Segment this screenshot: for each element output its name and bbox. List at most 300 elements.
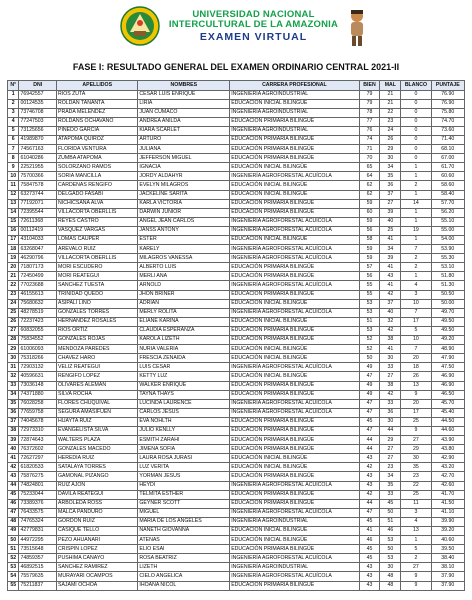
score-cell: 47.50 [431, 363, 464, 372]
surnames-cell: VILLACORTA OBERLLIS [57, 254, 138, 263]
results-table [7, 80, 465, 591]
career-cell: EDUCACIÓN PRIMARIA BILINGÜE [230, 199, 359, 208]
wrong-cell: 23 [380, 117, 401, 126]
table-row [8, 499, 465, 508]
blank-cell: 1 [401, 272, 431, 281]
blank-cell: 10 [401, 336, 431, 345]
score-cell: 53.10 [431, 263, 464, 272]
career-cell: EDUCACIÓN INICIAL BILINGÜE [230, 99, 359, 108]
surnames-cell: SORIA MANCILLA [57, 172, 138, 181]
correct-cell: 57 [359, 263, 380, 272]
table-row [8, 236, 465, 245]
blank-cell: 0 [401, 108, 431, 117]
row-number: 52 [8, 554, 19, 563]
row-number: 1 [8, 90, 19, 99]
names-cell: JEFFERSON MIGUEL [138, 154, 230, 163]
row-number: 17 [8, 236, 19, 245]
dni-cell: 46892515 [19, 563, 57, 572]
blank-cell: 27 [401, 436, 431, 445]
career-cell: INGENIERÍA AGROFORESTAL ACUÍCOLA [230, 245, 359, 254]
blank-cell: 9 [401, 581, 431, 590]
surnames-cell: DELGADO FASABI [57, 190, 138, 199]
names-cell: WALKER ENRIQUE [138, 381, 230, 390]
surnames-cell: CASIQUE TELLO [57, 527, 138, 536]
table-row [8, 172, 465, 181]
correct-cell: 79 [359, 90, 380, 99]
col-number-header: N° [8, 81, 19, 91]
wrong-cell: 27 [380, 445, 401, 454]
career-cell: EDUCACIÓN PRIMARIA BILINGÜE [230, 545, 359, 554]
score-cell: 46.90 [431, 381, 464, 390]
correct-cell: 65 [359, 163, 380, 172]
row-number: 20 [8, 263, 19, 272]
university-name [166, 10, 341, 30]
table-row [8, 217, 465, 226]
correct-cell: 74 [359, 135, 380, 144]
dni-cell: 75233044 [19, 490, 57, 499]
surnames-cell: SEGURA AMASIFUEN [57, 408, 138, 417]
score-cell: 74.70 [431, 117, 464, 126]
row-number: 24 [8, 299, 19, 308]
dni-cell: 75847578 [19, 181, 57, 190]
surnames-cell: VILLACORTA OBERLLIS [57, 208, 138, 217]
correct-cell: 60 [359, 208, 380, 217]
names-cell: ELIANE KARINA [138, 317, 230, 326]
career-cell: EDUCACIÓN PRIMARIA BILINGÜE [230, 436, 359, 445]
dni-cell: 76433575 [19, 508, 57, 517]
surnames-cell: GONZALES MACEDO [57, 445, 138, 454]
dni-cell: 73746708 [19, 108, 57, 117]
table-row [8, 436, 465, 445]
row-number: 44 [8, 481, 19, 490]
row-number: 22 [8, 281, 19, 290]
wrong-cell: 41 [380, 236, 401, 245]
table-row [8, 117, 465, 126]
career-cell: EDUCACIÓN INICIAL BILINGÜE [230, 372, 359, 381]
names-cell: NURIA VALERIA [138, 345, 230, 354]
surnames-cell: SAJAMI OCHOA [57, 581, 138, 590]
row-number: 33 [8, 381, 19, 390]
score-cell: 53.90 [431, 245, 464, 254]
table-row [8, 508, 465, 517]
blank-cell: 0 [401, 126, 431, 135]
score-cell: 48.90 [431, 345, 464, 354]
career-cell: EDUCACIÓN PRIMARIA BILINGÜE [230, 117, 359, 126]
table-row [8, 199, 465, 208]
score-cell: 45.40 [431, 408, 464, 417]
row-number: 7 [8, 145, 19, 154]
col-score-header: PUNTAJE [431, 81, 464, 91]
blank-cell: 3 [401, 508, 431, 517]
table-row [8, 545, 465, 554]
dni-cell: 76372602 [19, 445, 57, 454]
dni-cell: 74765324 [19, 517, 57, 526]
names-cell: MARIA DE LOS ANGELES [138, 517, 230, 526]
wrong-cell: 32 [380, 317, 401, 326]
table-row [8, 381, 465, 390]
row-number: 45 [8, 490, 19, 499]
career-cell: EDUCACIÓN PRIMARIA BILINGÜE [230, 499, 359, 508]
names-cell: ÁNGEL JEAN CARLOS [138, 217, 230, 226]
surnames-cell: FLORES CHUQUIVAL [57, 399, 138, 408]
table-row [8, 326, 465, 335]
surnames-cell: ROLDAN TANANTA [57, 99, 138, 108]
correct-cell: 79 [359, 99, 380, 108]
surnames-cell: VELIZ REATEGUI [57, 363, 138, 372]
row-number: 11 [8, 181, 19, 190]
row-number: 48 [8, 517, 19, 526]
table-row [8, 245, 465, 254]
career-cell: INGENIERÍA AGROFORESTAL ACUÍCOLA [230, 308, 359, 317]
names-cell: CESAR LUIS ENRIQUE [138, 90, 230, 99]
names-cell: JIMENA SOFIA [138, 445, 230, 454]
wrong-cell: 42 [380, 290, 401, 299]
surnames-cell: ARBOLEDA ROSS [57, 499, 138, 508]
score-cell: 67.00 [431, 154, 464, 163]
score-cell: 76.90 [431, 99, 464, 108]
career-cell: INGENIERÍA AGROFORESTAL ACUÍCOLA [230, 481, 359, 490]
correct-cell: 44 [359, 445, 380, 454]
names-cell: HEYDI [138, 481, 230, 490]
correct-cell: 42 [359, 463, 380, 472]
wrong-cell: 41 [380, 345, 401, 354]
row-number: 19 [8, 254, 19, 263]
surnames-cell: HERNANDEZ ROSALES [57, 317, 138, 326]
wrong-cell: 36 [380, 181, 401, 190]
row-number: 14 [8, 208, 19, 217]
score-cell: 51.80 [431, 272, 464, 281]
wrong-cell: 30 [380, 354, 401, 363]
results-table-wrapper [7, 80, 465, 591]
correct-cell: 44 [359, 436, 380, 445]
correct-cell: 71 [359, 145, 380, 154]
dni-cell: 73036148 [19, 381, 57, 390]
blank-cell: 26 [401, 372, 431, 381]
career-cell: EDUCACIÓN INICIAL BILINGÜE [230, 527, 359, 536]
dni-cell: 73389376 [19, 499, 57, 508]
blank-cell: 2 [401, 181, 431, 190]
table-row [8, 554, 465, 563]
dni-cell: 74824801 [19, 481, 57, 490]
surnames-cell: WALTERS PLAZA [57, 436, 138, 445]
wrong-cell: 23 [380, 463, 401, 472]
blank-cell: 2 [401, 554, 431, 563]
surnames-cell: NICHICSANA ALVA [57, 199, 138, 208]
exam-title: EXAMEN VIRTUAL [199, 31, 308, 43]
names-cell: KAROLA LIZETH [138, 336, 230, 345]
career-cell: EDUCACIÓN PRIMARIA BILINGÜE [230, 336, 359, 345]
row-number: 49 [8, 527, 19, 536]
wrong-cell: 25 [380, 226, 401, 235]
score-cell: 58.60 [431, 181, 464, 190]
wrong-cell: 42 [380, 390, 401, 399]
correct-cell: 53 [359, 326, 380, 335]
wrong-cell: 38 [380, 381, 401, 390]
dni-cell: 61006093 [19, 345, 57, 354]
blank-cell: 17 [401, 317, 431, 326]
correct-cell: 42 [359, 490, 380, 499]
correct-cell: 43 [359, 581, 380, 590]
wrong-cell: 36 [380, 408, 401, 417]
table-header-row [8, 81, 465, 91]
dni-cell: 00112419 [19, 226, 57, 235]
score-cell: 43.80 [431, 445, 464, 454]
dni-cell: 77247503 [19, 117, 57, 126]
surnames-cell: LOMAS CAUPER [57, 236, 138, 245]
surnames-cell: MORI ESCUDERO [57, 263, 138, 272]
row-number: 23 [8, 290, 19, 299]
blank-cell: 5 [401, 326, 431, 335]
surnames-cell: HEREDIA RUIZ [57, 454, 138, 463]
dni-cell: 75318266 [19, 354, 57, 363]
table-row [8, 181, 465, 190]
blank-cell: 13 [401, 381, 431, 390]
score-cell: 49.50 [431, 317, 464, 326]
row-number: 15 [8, 217, 19, 226]
blank-cell: 5 [401, 545, 431, 554]
dni-cell: 63273744 [19, 190, 57, 199]
table-row [8, 281, 465, 290]
blank-cell: 0 [401, 145, 431, 154]
wrong-cell: 27 [380, 199, 401, 208]
dni-cell: 46155613 [19, 290, 57, 299]
surnames-cell: FLORIDA VENTURA [57, 145, 138, 154]
score-cell: 73.60 [431, 126, 464, 135]
row-number: 25 [8, 308, 19, 317]
wrong-cell: 40 [380, 217, 401, 226]
surnames-cell: SATALAYA TORRES [57, 463, 138, 472]
table-row [8, 417, 465, 426]
correct-cell: 49 [359, 390, 380, 399]
wrong-cell: 45 [380, 499, 401, 508]
score-cell: 58.40 [431, 190, 464, 199]
names-cell: JUAN CUMACO [138, 108, 230, 117]
row-number: 9 [8, 163, 19, 172]
wrong-cell: 53 [380, 554, 401, 563]
score-cell: 38.40 [431, 554, 464, 563]
wrong-cell: 30 [380, 563, 401, 572]
score-cell: 56.20 [431, 208, 464, 217]
table-row [8, 308, 465, 317]
blank-cell: 14 [401, 199, 431, 208]
score-cell: 55.30 [431, 254, 464, 263]
row-number: 27 [8, 326, 19, 335]
correct-cell: 49 [359, 381, 380, 390]
col-wrong-header: MAL [380, 81, 401, 91]
dni-cell: 74045678 [19, 417, 57, 426]
names-cell: LIZETH [138, 563, 230, 572]
surnames-cell: ZUMBA ATAPOMA [57, 154, 138, 163]
row-number: 12 [8, 190, 19, 199]
score-cell: 75.80 [431, 108, 464, 117]
table-row [8, 272, 465, 281]
row-number: 28 [8, 336, 19, 345]
blank-cell: 17 [401, 408, 431, 417]
dni-cell: 72450499 [19, 272, 57, 281]
wrong-cell: 30 [380, 417, 401, 426]
wrong-cell: 35 [380, 481, 401, 490]
score-cell: 42.70 [431, 472, 464, 481]
wrong-cell: 46 [380, 527, 401, 536]
score-cell: 39.20 [431, 527, 464, 536]
wrong-cell: 51 [380, 517, 401, 526]
wrong-cell: 41 [380, 281, 401, 290]
wrong-cell: 33 [380, 399, 401, 408]
table-body [8, 90, 465, 590]
row-number: 46 [8, 499, 19, 508]
score-cell: 41.50 [431, 499, 464, 508]
names-cell: IHOANA NICOL [138, 581, 230, 590]
wrong-cell: 37 [380, 299, 401, 308]
correct-cell: 78 [359, 108, 380, 117]
row-number: 6 [8, 135, 19, 144]
score-cell: 37.90 [431, 581, 464, 590]
blank-cell: 25 [401, 490, 431, 499]
wrong-cell: 34 [380, 472, 401, 481]
blank-cell: 20 [401, 354, 431, 363]
career-cell: EDUCACIÓN PRIMARIA BILINGÜE [230, 490, 359, 499]
career-cell: EDUCACIÓN PRIMARIA BILINGÜE [230, 581, 359, 590]
surnames-cell: GAMONAL PIZANGO [57, 472, 138, 481]
surnames-cell: ATAPOMA QUIROZ [57, 135, 138, 144]
col-correct-header: BIEN [359, 81, 380, 91]
row-number: 31 [8, 363, 19, 372]
table-row [8, 517, 465, 526]
surnames-cell: OLIVARES ALEMAN [57, 381, 138, 390]
correct-cell: 50 [359, 354, 380, 363]
career-cell: INGENIERÍA AGROFORESTAL ACUÍCOLA [230, 554, 359, 563]
table-row [8, 581, 465, 590]
row-number: 21 [8, 272, 19, 281]
surnames-cell: TRINIDAD QUEDO [57, 290, 138, 299]
dni-cell: 73125656 [19, 126, 57, 135]
mascot-figure-icon [346, 8, 368, 48]
career-cell: EDUCACIÓN INICIAL BILINGÜE [230, 163, 359, 172]
names-cell: LUZ VERITA [138, 463, 230, 472]
dni-cell: 77023688 [19, 281, 57, 290]
row-number: 8 [8, 154, 19, 163]
wrong-cell: 42 [380, 326, 401, 335]
wrong-cell: 50 [380, 508, 401, 517]
blank-cell: 9 [401, 390, 431, 399]
blank-cell: 29 [401, 445, 431, 454]
score-cell: 46.90 [431, 372, 464, 381]
table-row [8, 572, 465, 581]
row-number: 55 [8, 581, 19, 590]
surnames-cell: GORDON RUIZ [57, 517, 138, 526]
table-row [8, 90, 465, 99]
table-row [8, 108, 465, 117]
dni-cell: 75876275 [19, 472, 57, 481]
surnames-cell: ASIPALI LINO [57, 299, 138, 308]
blank-cell: 10 [401, 299, 431, 308]
score-cell: 37.90 [431, 572, 464, 581]
blank-cell: 2 [401, 263, 431, 272]
career-cell: EDUCACIÓN PRIMARIA BILINGÜE [230, 472, 359, 481]
surnames-cell: MORI REATEGUI [57, 272, 138, 281]
table-row [8, 317, 465, 326]
correct-cell: 56 [359, 272, 380, 281]
wrong-cell: 30 [380, 154, 401, 163]
career-cell: EDUCACIÓN INICIAL BILINGÜE [230, 345, 359, 354]
blank-cell: 1 [401, 172, 431, 181]
career-cell: INGENIERÍA AGROFORESTAL ACUÍCOLA [230, 226, 359, 235]
wrong-cell: 39 [380, 254, 401, 263]
career-cell: EDUCACIÓN INICIAL BILINGÜE [230, 181, 359, 190]
wrong-cell: 34 [380, 163, 401, 172]
names-cell: JULIANA [138, 145, 230, 154]
career-cell: EDUCACIÓN INICIAL BILINGÜE [230, 354, 359, 363]
table-row [8, 99, 465, 108]
correct-cell: 76 [359, 126, 380, 135]
correct-cell: 56 [359, 226, 380, 235]
blank-cell: 23 [401, 472, 431, 481]
table-row [8, 426, 465, 435]
dni-cell: 72973310 [19, 426, 57, 435]
wrong-cell: 24 [380, 126, 401, 135]
score-cell: 44.60 [431, 426, 464, 435]
surnames-cell: GONZALES ROJAS [57, 336, 138, 345]
correct-cell: 52 [359, 336, 380, 345]
names-cell: GEYNER SCOTT [138, 499, 230, 508]
wrong-cell: 48 [380, 581, 401, 590]
correct-cell: 59 [359, 245, 380, 254]
table-row [8, 290, 465, 299]
names-cell: ESMITH ZARAHI [138, 436, 230, 445]
row-number: 39 [8, 436, 19, 445]
correct-cell: 47 [359, 399, 380, 408]
career-cell: INGENIERÍA AGROFORESTAL ACUÍCOLA [230, 572, 359, 581]
wrong-cell: 41 [380, 263, 401, 272]
names-cell: LIRIA [138, 99, 230, 108]
dni-cell: 72611368 [19, 217, 57, 226]
table-row [8, 145, 465, 154]
wrong-cell: 22 [380, 108, 401, 117]
blank-cell: 7 [401, 308, 431, 317]
names-cell: LAURA ROSA JURASI [138, 454, 230, 463]
wrong-cell: 33 [380, 363, 401, 372]
surnames-cell: CHAVEZ HARO [57, 354, 138, 363]
score-cell: 38.10 [431, 563, 464, 572]
table-row [8, 445, 465, 454]
blank-cell: 1 [401, 190, 431, 199]
row-number: 29 [8, 345, 19, 354]
surnames-cell: PEZO AHUANARI [57, 536, 138, 545]
surnames-cell: EVANGELISTA SILVA [57, 426, 138, 435]
correct-cell: 45 [359, 554, 380, 563]
blank-cell: 1 [401, 208, 431, 217]
row-number: 50 [8, 536, 19, 545]
blank-cell: 0 [401, 90, 431, 99]
names-cell: JACKELINE SARITA [138, 190, 230, 199]
row-number: 35 [8, 399, 19, 408]
blank-cell: 0 [401, 154, 431, 163]
university-seal-icon [120, 6, 160, 46]
career-cell: EDUCACIÓN PRIMARIA BILINGÜE [230, 381, 359, 390]
names-cell: MERLY ROLITA [138, 308, 230, 317]
career-cell: INGENIERÍA AGROINDUSTRIAL [230, 90, 359, 99]
wrong-cell: 48 [380, 572, 401, 581]
names-cell: ARTURO [138, 135, 230, 144]
col-blank-header: BLANCO [401, 81, 431, 91]
dni-cell: 61040286 [19, 154, 57, 163]
surnames-cell: PUSHIMA CANAYO [57, 554, 138, 563]
score-cell: 43.90 [431, 436, 464, 445]
score-cell: 41.70 [431, 490, 464, 499]
career-cell: EDUCACIÓN PRIMARIA BILINGÜE [230, 426, 359, 435]
wrong-cell: 34 [380, 245, 401, 254]
career-cell: EDUCACIÓN PRIMARIA BILINGÜE [230, 445, 359, 454]
